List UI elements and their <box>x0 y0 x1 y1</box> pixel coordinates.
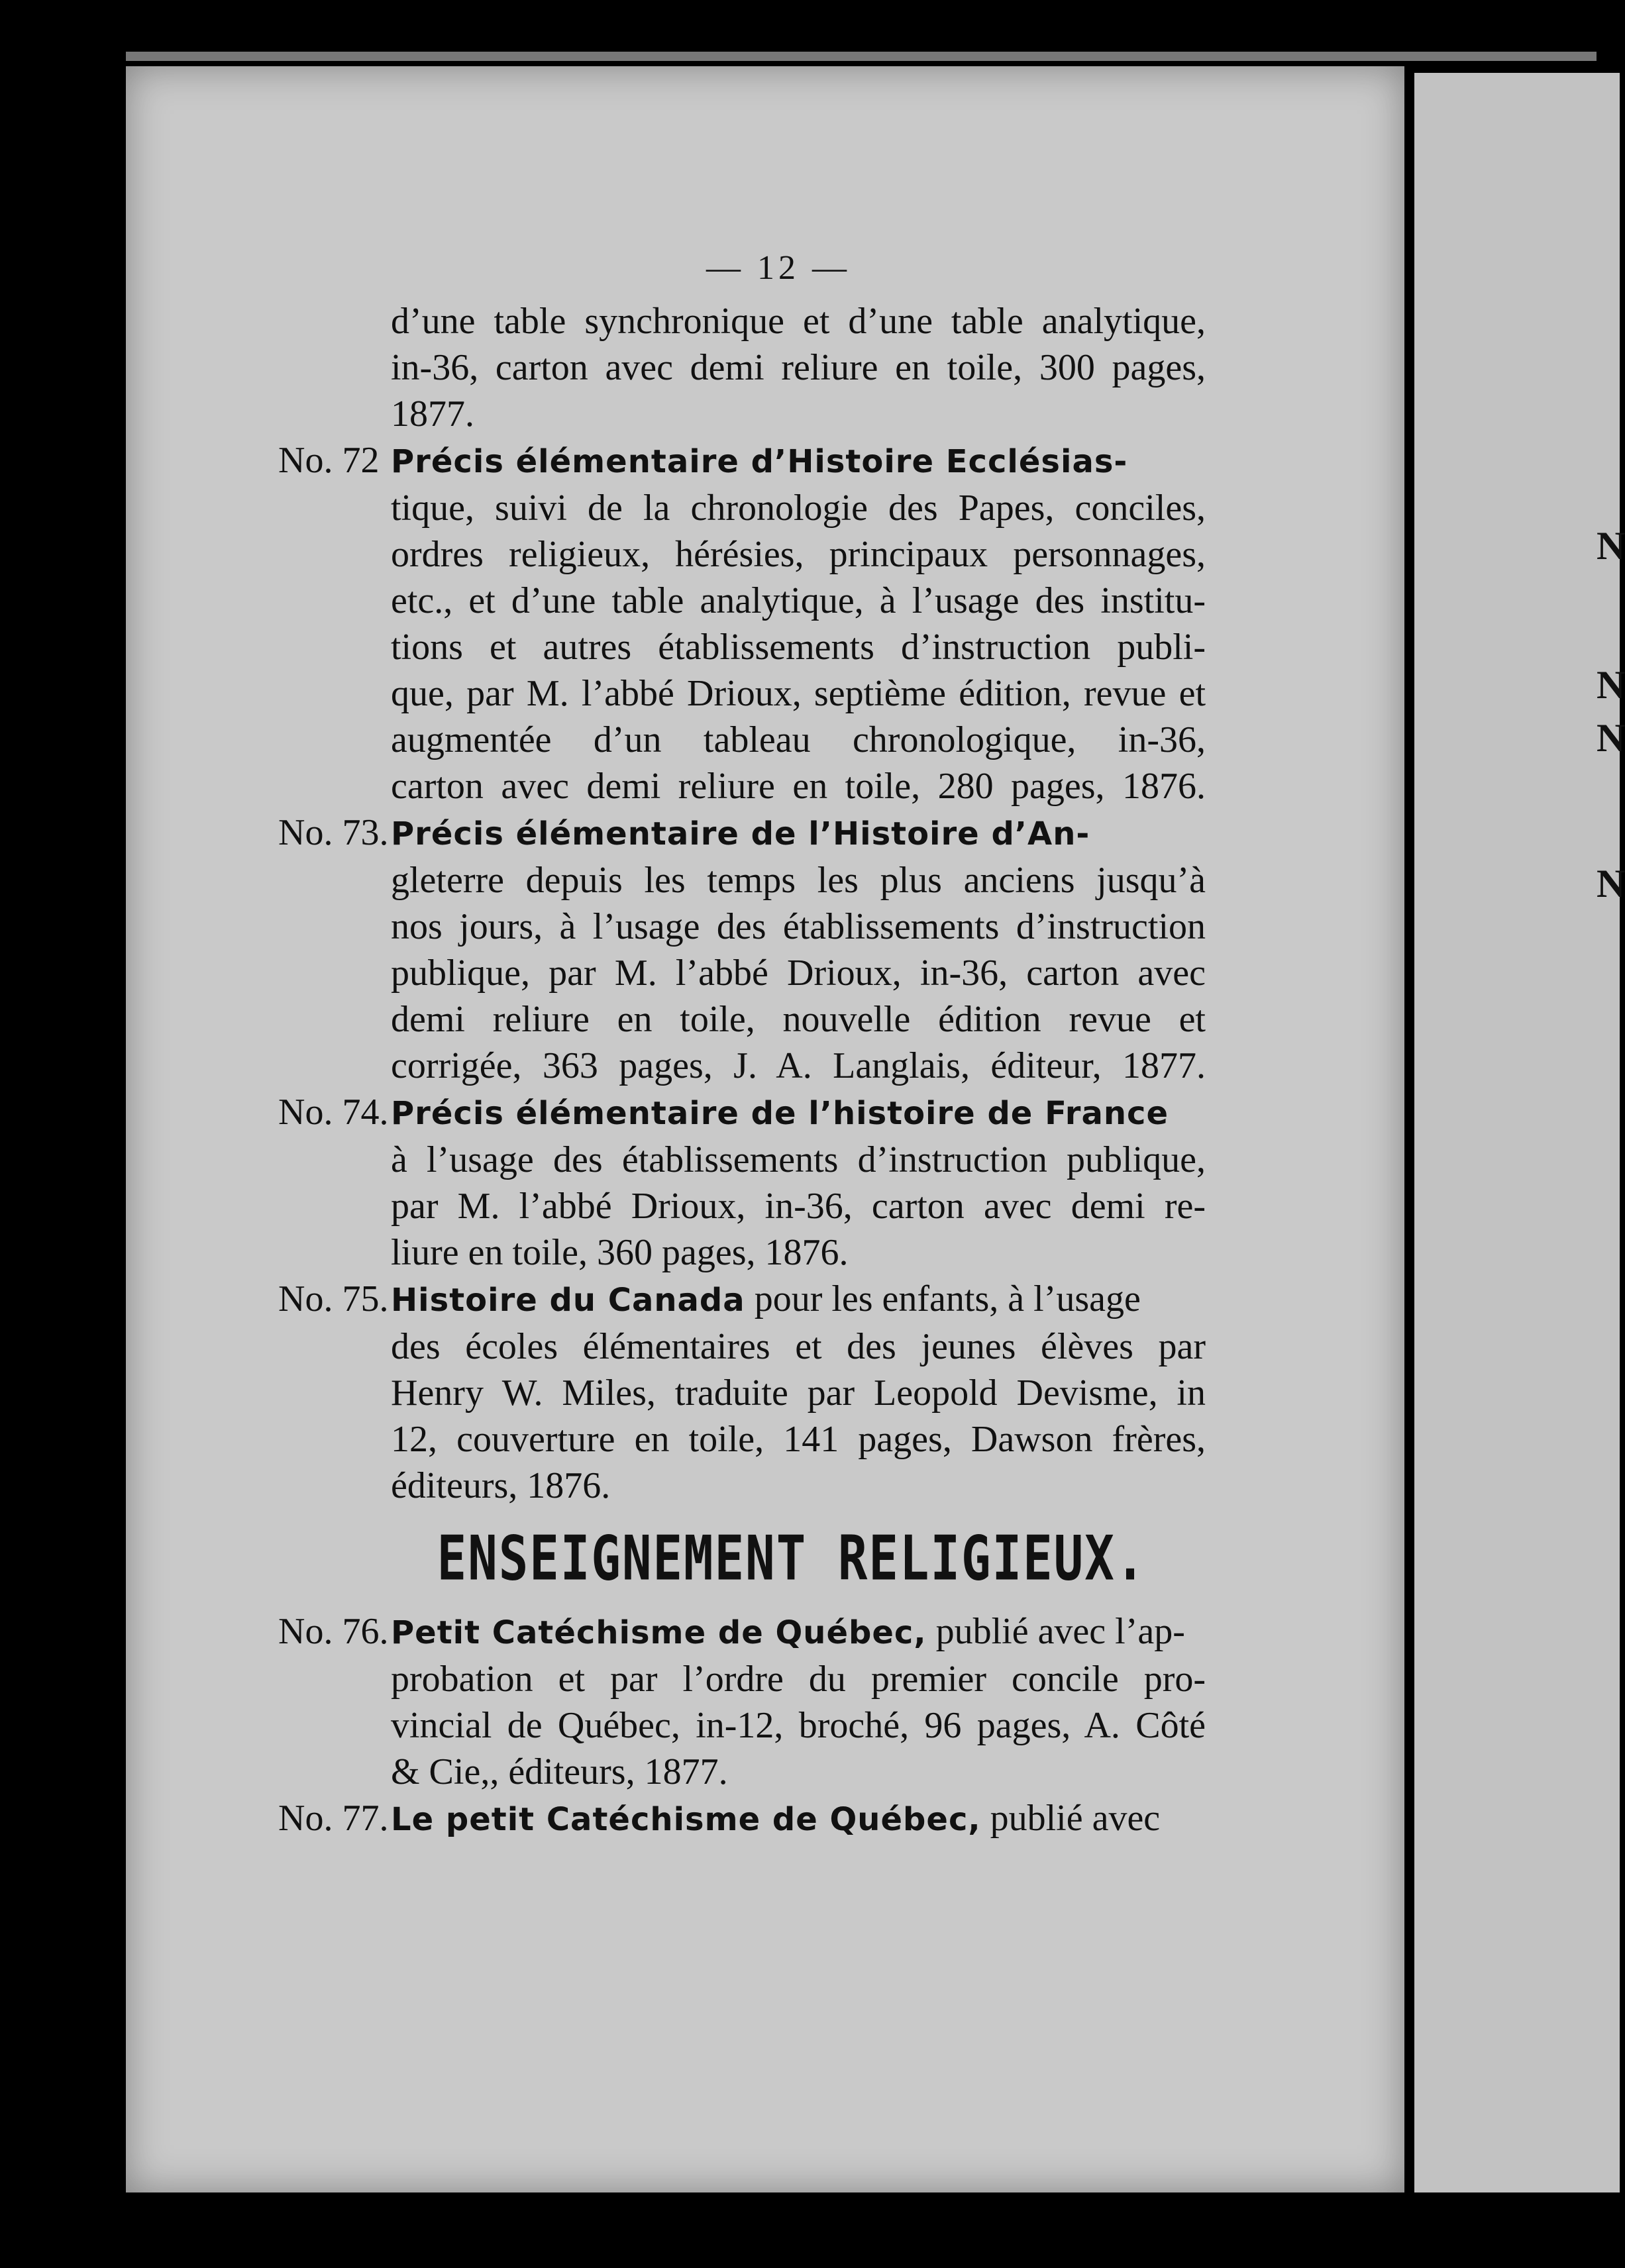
entry-title-rest: publié avec l’ap- <box>926 1611 1185 1652</box>
continued-entry <box>391 298 1206 437</box>
text-line: à l’usage des établissements d’instruction publique, <box>391 1139 1206 1180</box>
section-heading: ENSEIGNEMENT RELIGIEUX. <box>437 1523 1147 1594</box>
entry-title-rest: publié avec <box>980 1798 1161 1839</box>
text-line: & Cie,, éditeurs, 1877. <box>391 1751 728 1792</box>
text-line: nos jours, à l’usage des établissements d’instruction <box>391 906 1206 947</box>
text-line: gleterre depuis les temps les plus anciens jusqu’à <box>391 860 1206 901</box>
text-line: in-36, carton avec demi reliure en toile, 300 pages, <box>391 347 1206 388</box>
text-line: que, par M. l’abbé Drioux, septième édition, revue et <box>391 673 1206 714</box>
text-line: par M. l’abbé Drioux, in-36, carton avec demi re- <box>391 1186 1206 1227</box>
catalog-entry <box>278 1089 1206 1276</box>
entry-title: Le petit Catéchisme de Québec, <box>391 1801 981 1838</box>
text-line: tions et autres établissements d’instruction publi- <box>391 627 1206 668</box>
text-line: 1877. <box>391 393 474 435</box>
entry-title: Histoire du Canada <box>391 1282 745 1319</box>
facing-page-edge <box>1414 73 1620 2192</box>
facing-page-fragment: N <box>1597 716 1625 760</box>
catalog-entry <box>278 1608 1206 1795</box>
text-line: corrigée, 363 pages, J. A. Langlais, éditeur, 1877. <box>391 1045 1206 1086</box>
text-line: demi reliure en toile, nouvelle édition revue et <box>391 999 1206 1040</box>
entry-number: No. 74. <box>278 1092 389 1133</box>
text-line: vincial de Québec, in-12, broché, 96 pages, A. Côté <box>391 1705 1206 1746</box>
text-line: des écoles élémentaires et des jeunes élèves par <box>391 1326 1206 1367</box>
entry-number: No. 72 <box>278 440 380 481</box>
text-line: publique, par M. l’abbé Drioux, in-36, carton avec <box>391 953 1206 994</box>
entry-title-rest: pour les enfants, à l’usage <box>745 1278 1141 1319</box>
text-line: probation et par l’ordre du premier concile pro- <box>391 1659 1206 1700</box>
text-line: d’une table synchronique et d’une table analytique, <box>391 301 1206 342</box>
text-line: éditeurs, 1876. <box>391 1465 611 1506</box>
facing-page-fragment: N <box>1597 663 1625 707</box>
page-number: — 12 — <box>706 249 851 287</box>
page-content <box>278 245 1206 1843</box>
facing-page-fragment: N <box>1597 524 1625 568</box>
entry-number: No. 73. <box>278 812 389 853</box>
entry-number: No. 77. <box>278 1798 389 1839</box>
text-line: augmentée d’un tableau chronologique, in-36, <box>391 719 1206 760</box>
catalog-entry <box>278 1276 1206 1509</box>
entry-title: Précis élémentaire d’Histoire Ecclésias- <box>391 443 1128 480</box>
text-line: carton avec demi reliure en toile, 280 pages, 1876. <box>391 766 1206 807</box>
entry-title: Petit Catéchisme de Québec, <box>391 1614 927 1651</box>
catalog-entry <box>278 809 1206 1089</box>
catalog-entry <box>278 437 1206 809</box>
text-line: liure en toile, 360 pages, 1876. <box>391 1232 849 1273</box>
page-top-edge <box>126 52 1597 61</box>
text-line: etc., et d’une table analytique, à l’usage des institu- <box>391 580 1206 621</box>
text-line: Henry W. Miles, traduite par Leopold Devisme, in <box>391 1372 1206 1414</box>
entry-number: No. 75. <box>278 1278 389 1319</box>
entry-title: Précis élémentaire de l’Histoire d’An- <box>391 815 1090 852</box>
text-line: tique, suivi de la chronologie des Papes, conciles, <box>391 488 1206 529</box>
text-line: ordres religieux, hérésies, principaux personnages, <box>391 534 1206 575</box>
facing-page-fragment: N <box>1597 862 1625 905</box>
text-line: 12, couverture en toile, 141 pages, Dawson frères, <box>391 1419 1206 1460</box>
entry-number: No. 76. <box>278 1611 389 1652</box>
entry-title: Précis élémentaire de l’histoire de France <box>391 1095 1169 1132</box>
catalog-entry <box>278 1795 1206 1843</box>
